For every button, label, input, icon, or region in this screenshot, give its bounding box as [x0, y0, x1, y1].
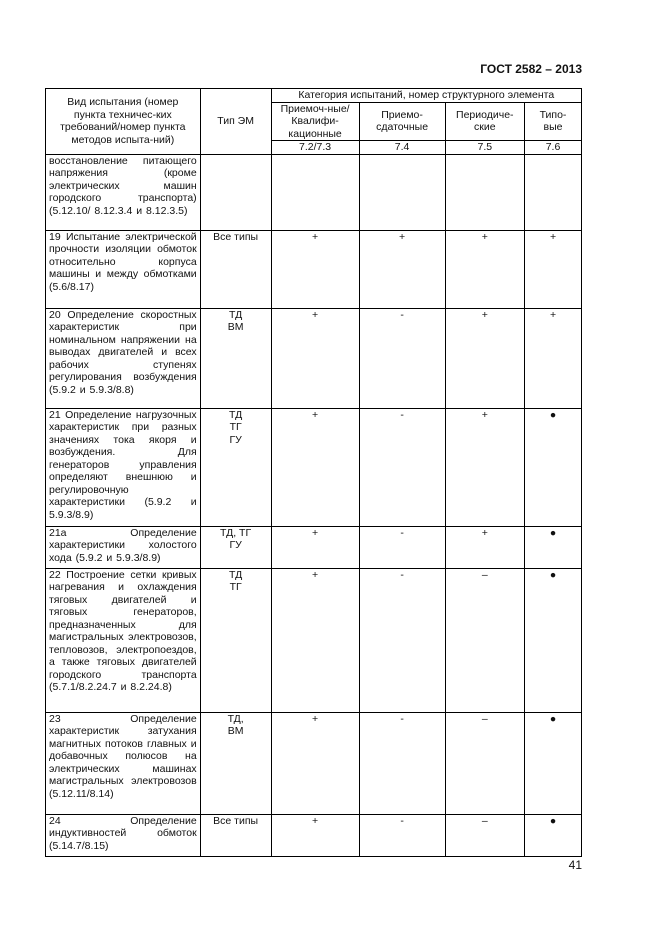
- em-type: Все типы: [200, 230, 271, 308]
- table-row: [46, 526, 582, 568]
- page-number: 41: [568, 858, 582, 872]
- table-row: [46, 814, 582, 856]
- category-mark: –: [445, 814, 524, 856]
- category-mark: [445, 154, 524, 230]
- category-mark: ●: [525, 814, 582, 856]
- header-type-tests: Типо-вые: [525, 102, 582, 141]
- category-mark: -: [359, 308, 445, 408]
- category-mark: +: [359, 230, 445, 308]
- test-description: 21а Определение характеристики холостого хода (5.9.2 и 5.9.3/8.9): [46, 526, 201, 568]
- header-category: Категория испытаний, номер структурного элемента: [271, 89, 581, 103]
- em-type: ТД ВМ: [200, 308, 271, 408]
- category-mark: +: [445, 230, 524, 308]
- em-type: ТД ТГ ГУ: [200, 408, 271, 526]
- table-row: [46, 712, 582, 814]
- category-mark: –: [445, 568, 524, 712]
- header-em-type: Тип ЭМ: [200, 89, 271, 155]
- table-row: [46, 308, 582, 408]
- category-mark: ●: [525, 526, 582, 568]
- column-number: 7.2/7.3: [271, 141, 359, 155]
- header-acceptance-delivery: Приемо-сдаточные: [359, 102, 445, 141]
- em-type: Все типы: [200, 814, 271, 856]
- column-number: 7.4: [359, 141, 445, 155]
- category-mark: ●: [525, 568, 582, 712]
- table-row: [46, 568, 582, 712]
- standard-title: ГОСТ 2582 – 2013: [480, 62, 582, 76]
- category-mark: +: [445, 408, 524, 526]
- category-mark: +: [271, 230, 359, 308]
- category-mark: ●: [525, 408, 582, 526]
- table-row: [46, 230, 582, 308]
- category-mark: [525, 154, 582, 230]
- category-mark: +: [525, 230, 582, 308]
- table-row: [46, 408, 582, 526]
- category-mark: [271, 154, 359, 230]
- test-description: 23 Определение характеристик затухания магнитных потоков главных и добавочных полюсов на электрических машинах магистральных электровозов (5.12.11/8.14): [46, 712, 201, 814]
- em-type: ТД, ВМ: [200, 712, 271, 814]
- category-mark: [359, 154, 445, 230]
- test-description: восстановление питающего напряжения (кроме электрических машин городского транспорта) (5.12.10/ 8.12.3.4 и 8.12.3.5): [46, 154, 201, 230]
- category-mark: +: [525, 308, 582, 408]
- category-mark: -: [359, 814, 445, 856]
- category-mark: +: [271, 568, 359, 712]
- category-mark: +: [271, 308, 359, 408]
- category-mark: +: [445, 308, 524, 408]
- header-periodic: Периодиче-ские: [445, 102, 524, 141]
- test-description: 22 Построение сетки кривых нагревания и охлаждения тяговых двигателей и тяговых генераторов, предназначенных для магистральных электровозов, тепловозов, электропоездов, а также тяговых двигателей городского транспорта (5.7.1/8.2.24.7 и 8.2.24.8): [46, 568, 201, 712]
- test-description: 24 Определение индуктивностей обмоток (5.14.7/8.15): [46, 814, 201, 856]
- category-mark: -: [359, 526, 445, 568]
- category-mark: +: [271, 814, 359, 856]
- category-mark: +: [271, 408, 359, 526]
- test-description: 19 Испытание электрической прочности изоляции обмоток относительно корпуса машины и между обмотками (5.6/8.17): [46, 230, 201, 308]
- category-mark: -: [359, 712, 445, 814]
- em-type: ТД, ТГ ГУ: [200, 526, 271, 568]
- em-type: ТД ТГ: [200, 568, 271, 712]
- category-mark: ●: [525, 712, 582, 814]
- category-mark: -: [359, 408, 445, 526]
- category-mark: +: [445, 526, 524, 568]
- column-number: 7.6: [525, 141, 582, 155]
- test-table: [45, 88, 582, 857]
- em-type: [200, 154, 271, 230]
- column-number: 7.5: [445, 141, 524, 155]
- header-test-type: Вид испытания (номер пункта техничес-ких требований/номер пункта методов испыта-ний): [46, 89, 201, 155]
- category-mark: –: [445, 712, 524, 814]
- test-description: 20 Определение скоростных характеристик при номинальном напряжении на выводах двигателей и всех рабочих ступенях регулирования возбуждения (5.9.2 и 5.9.3/8.8): [46, 308, 201, 408]
- category-mark: +: [271, 712, 359, 814]
- test-description: 21 Определение нагрузочных характеристик при разных значениях тока якоря и возбуждения. Для генераторов управления определяют внешнюю и регулировочную характеристики (5.9.2 и 5.9.3/8.9): [46, 408, 201, 526]
- header-acceptance-qual: Приемоч-ные/Квалифи-кационные: [271, 102, 359, 141]
- table-row: [46, 154, 582, 230]
- category-mark: -: [359, 568, 445, 712]
- category-mark: +: [271, 526, 359, 568]
